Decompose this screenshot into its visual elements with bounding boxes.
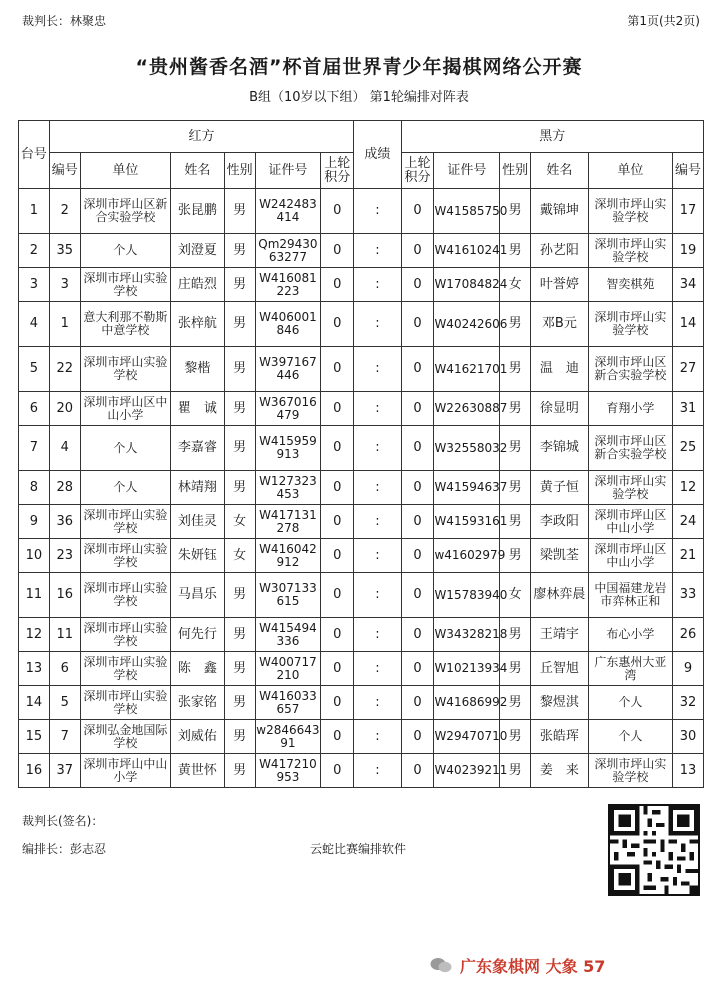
table-row	[19, 234, 704, 268]
cell-red-cert: W367016479	[255, 392, 321, 426]
cell-red-unit: 深圳市坪山区新合实验学校	[80, 189, 171, 234]
cell-black-name: 叶誉婷	[531, 268, 589, 302]
cell-red-gender: 男	[224, 189, 255, 234]
cell-red-gender: 男	[224, 471, 255, 505]
cell-black-name: 黎煜淇	[531, 686, 589, 720]
cell-red-gender: 男	[224, 392, 255, 426]
cell-black-cert: W40239211	[434, 754, 500, 788]
cell-red-unit: 深圳市坪山实验学校	[80, 505, 171, 539]
cell-black-num: 25	[673, 426, 704, 471]
cell-black-unit: 深圳市坪山区中山小学	[588, 539, 672, 573]
cell-red-gender: 男	[224, 302, 255, 347]
cell-black-name: 廖林弈晨	[531, 573, 589, 618]
cell-black-name: 温 迪	[531, 347, 589, 392]
cell-black-prev: 0	[401, 754, 434, 788]
cell-black-gender: 男	[500, 720, 531, 754]
cell-result: :	[354, 189, 401, 234]
table-row	[19, 302, 704, 347]
cell-red-name: 张家铭	[171, 686, 224, 720]
cell-black-gender: 男	[500, 234, 531, 268]
cell-black-num: 9	[673, 652, 704, 686]
cell-black-prev: 0	[401, 268, 434, 302]
cell-black-prev: 0	[401, 652, 434, 686]
cell-red-gender: 男	[224, 686, 255, 720]
cell-red-gender: 男	[224, 754, 255, 788]
cell-black-gender: 男	[500, 539, 531, 573]
cell-red-prev: 0	[321, 189, 354, 234]
pairing-rows	[19, 189, 704, 788]
col-black-gender: 性别	[500, 153, 531, 189]
cell-red-unit: 深圳市坪山实验学校	[80, 347, 171, 392]
cell-black-unit: 深圳市坪山区新合实验学校	[588, 347, 672, 392]
cell-red-unit: 深圳市坪山实验学校	[80, 618, 171, 652]
table-row	[19, 189, 704, 234]
cell-table-no: 4	[19, 302, 50, 347]
cell-black-num: 19	[673, 234, 704, 268]
cell-red-prev: 0	[321, 720, 354, 754]
col-black-unit: 单位	[588, 153, 672, 189]
table-row	[19, 686, 704, 720]
cell-table-no: 9	[19, 505, 50, 539]
col-table-no: 台号	[19, 121, 50, 189]
cell-red-prev: 0	[321, 539, 354, 573]
table-row	[19, 268, 704, 302]
cell-table-no: 12	[19, 618, 50, 652]
cell-black-name: 徐显明	[531, 392, 589, 426]
cell-table-no: 15	[19, 720, 50, 754]
col-result: 成绩	[354, 121, 401, 189]
cell-black-cert: W17084824	[434, 268, 500, 302]
cell-black-unit: 深圳市坪山区新合实验学校	[588, 426, 672, 471]
cell-red-num: 35	[49, 234, 80, 268]
cell-red-num: 3	[49, 268, 80, 302]
cell-black-name: 梁凯荃	[531, 539, 589, 573]
cell-black-num: 32	[673, 686, 704, 720]
table-row	[19, 573, 704, 618]
cell-red-prev: 0	[321, 471, 354, 505]
cell-red-cert: w284664391	[255, 720, 321, 754]
cell-black-cert: W29470710	[434, 720, 500, 754]
cell-red-prev: 0	[321, 505, 354, 539]
col-black-prev: 上轮积分	[401, 153, 434, 189]
cell-red-name: 黎楷	[171, 347, 224, 392]
cell-red-unit: 深圳市坪山实验学校	[80, 573, 171, 618]
table-row	[19, 471, 704, 505]
cell-black-gender: 男	[500, 652, 531, 686]
cell-black-gender: 男	[500, 426, 531, 471]
cell-table-no: 7	[19, 426, 50, 471]
cell-red-num: 28	[49, 471, 80, 505]
cell-red-name: 张梓航	[171, 302, 224, 347]
col-red-gender: 性别	[224, 153, 255, 189]
cell-black-prev: 0	[401, 392, 434, 426]
col-black-name: 姓名	[531, 153, 589, 189]
cell-red-cert: Qm2943063277	[255, 234, 321, 268]
cell-black-num: 26	[673, 618, 704, 652]
cell-black-cert: W41610241	[434, 234, 500, 268]
cell-red-unit: 个人	[80, 471, 171, 505]
table-row	[19, 539, 704, 573]
col-black-cert: 证件号	[434, 153, 500, 189]
col-red-name: 姓名	[171, 153, 224, 189]
cell-black-cert: w41602979	[434, 539, 500, 573]
cell-black-cert: W15783940	[434, 573, 500, 618]
cell-black-num: 27	[673, 347, 704, 392]
cell-red-name: 林靖翔	[171, 471, 224, 505]
cell-red-num: 37	[49, 754, 80, 788]
col-red-num: 编号	[49, 153, 80, 189]
cell-black-unit: 布心小学	[588, 618, 672, 652]
cell-black-unit: 育翔小学	[588, 392, 672, 426]
cell-black-name: 姜 来	[531, 754, 589, 788]
cell-black-unit: 中国福建龙岩市弈林正和	[588, 573, 672, 618]
cell-red-name: 黄世怀	[171, 754, 224, 788]
cell-black-unit: 深圳市坪山区中山小学	[588, 505, 672, 539]
cell-black-name: 李政阳	[531, 505, 589, 539]
col-black-num: 编号	[673, 153, 704, 189]
cell-black-cert: W41593161	[434, 505, 500, 539]
cell-black-unit: 深圳市坪山实验学校	[588, 302, 672, 347]
cell-black-name: 王靖宇	[531, 618, 589, 652]
cell-black-unit: 个人	[588, 720, 672, 754]
cell-black-prev: 0	[401, 426, 434, 471]
cell-red-prev: 0	[321, 686, 354, 720]
cell-result: :	[354, 268, 401, 302]
cell-red-name: 瞿 诚	[171, 392, 224, 426]
cell-red-num: 1	[49, 302, 80, 347]
cell-red-prev: 0	[321, 618, 354, 652]
cell-black-name: 孙艺阳	[531, 234, 589, 268]
cell-black-prev: 0	[401, 686, 434, 720]
cell-red-cert: W242483414	[255, 189, 321, 234]
cell-black-name: 邓B元	[531, 302, 589, 347]
cell-black-gender: 男	[500, 686, 531, 720]
cell-red-name: 刘佳灵	[171, 505, 224, 539]
cell-black-prev: 0	[401, 471, 434, 505]
cell-red-name: 刘威佑	[171, 720, 224, 754]
cell-red-cert: W416042912	[255, 539, 321, 573]
cell-red-prev: 0	[321, 347, 354, 392]
cell-black-gender: 男	[500, 505, 531, 539]
cell-black-cert: W40242606	[434, 302, 500, 347]
page-title: “贵州酱香名酒”杯首届世界青少年揭棋网络公开赛	[135, 56, 583, 78]
cell-result: :	[354, 754, 401, 788]
cell-red-cert: W127323453	[255, 471, 321, 505]
cell-red-num: 4	[49, 426, 80, 471]
cell-red-unit: 深圳市坪山实验学校	[80, 652, 171, 686]
cell-red-gender: 男	[224, 234, 255, 268]
cell-red-num: 11	[49, 618, 80, 652]
cell-black-gender: 女	[500, 268, 531, 302]
cell-red-cert: W397167446	[255, 347, 321, 392]
cell-red-name: 马昌乐	[171, 573, 224, 618]
cell-red-num: 23	[49, 539, 80, 573]
cell-black-num: 17	[673, 189, 704, 234]
cell-result: :	[354, 573, 401, 618]
cell-red-prev: 0	[321, 754, 354, 788]
table-row	[19, 652, 704, 686]
cell-red-cert: W415959913	[255, 426, 321, 471]
cell-black-prev: 0	[401, 302, 434, 347]
cell-red-prev: 0	[321, 426, 354, 471]
page-subtitle: B组（10岁以下组） 第1轮编排对阵表	[249, 90, 469, 105]
cell-black-cert: W41621701	[434, 347, 500, 392]
cell-red-name: 刘澄夏	[171, 234, 224, 268]
cell-black-gender: 女	[500, 573, 531, 618]
cell-table-no: 11	[19, 573, 50, 618]
cell-table-no: 10	[19, 539, 50, 573]
cell-red-gender: 男	[224, 652, 255, 686]
pairing-table	[18, 120, 704, 788]
cell-red-unit: 深圳市坪山实验学校	[80, 686, 171, 720]
table-row	[19, 426, 704, 471]
cell-red-num: 16	[49, 573, 80, 618]
cell-table-no: 14	[19, 686, 50, 720]
cell-red-gender: 男	[224, 720, 255, 754]
cell-black-gender: 男	[500, 471, 531, 505]
cell-red-gender: 男	[224, 573, 255, 618]
cell-red-cert: W415494336	[255, 618, 321, 652]
cell-table-no: 5	[19, 347, 50, 392]
cell-black-num: 30	[673, 720, 704, 754]
table-row	[19, 720, 704, 754]
cell-result: :	[354, 618, 401, 652]
cell-red-num: 2	[49, 189, 80, 234]
cell-red-name: 陈 鑫	[171, 652, 224, 686]
cell-black-prev: 0	[401, 618, 434, 652]
table-row	[19, 618, 704, 652]
cell-red-cert: W417210953	[255, 754, 321, 788]
cell-red-cert: W406001846	[255, 302, 321, 347]
cell-black-name: 李锦城	[531, 426, 589, 471]
cell-table-no: 13	[19, 652, 50, 686]
page-indicator: 第1页(共2页)	[627, 14, 700, 28]
cell-result: :	[354, 426, 401, 471]
cell-red-cert: W400717210	[255, 652, 321, 686]
cell-red-prev: 0	[321, 302, 354, 347]
cell-black-unit: 广东惠州大亚湾	[588, 652, 672, 686]
cell-black-gender: 男	[500, 347, 531, 392]
cell-black-unit: 深圳市坪山实验学校	[588, 189, 672, 234]
cell-black-cert: W32558032	[434, 426, 500, 471]
cell-red-unit: 深圳市坪山实验学校	[80, 268, 171, 302]
cell-black-cert: W41686992	[434, 686, 500, 720]
cell-table-no: 1	[19, 189, 50, 234]
cell-result: :	[354, 686, 401, 720]
col-red-side: 红方	[49, 121, 353, 153]
cell-table-no: 16	[19, 754, 50, 788]
cell-black-name: 张皓珲	[531, 720, 589, 754]
cell-black-unit: 智奕棋苑	[588, 268, 672, 302]
cell-black-num: 31	[673, 392, 704, 426]
watermark-text: 广东象棋网 大象 57	[460, 956, 606, 976]
cell-black-prev: 0	[401, 189, 434, 234]
cell-result: :	[354, 392, 401, 426]
cell-red-name: 张昆鹏	[171, 189, 224, 234]
signature-line: 裁判长(签名)：	[22, 814, 104, 828]
cell-red-gender: 女	[224, 505, 255, 539]
cell-red-num: 36	[49, 505, 80, 539]
cell-result: :	[354, 505, 401, 539]
cell-black-unit: 深圳市坪山实验学校	[588, 471, 672, 505]
cell-red-name: 何先行	[171, 618, 224, 652]
cell-red-name: 朱妍钰	[171, 539, 224, 573]
cell-red-unit: 深圳市坪山实验学校	[80, 539, 171, 573]
cell-black-cert: W10213934	[434, 652, 500, 686]
cell-red-prev: 0	[321, 234, 354, 268]
cell-black-num: 13	[673, 754, 704, 788]
cell-result: :	[354, 234, 401, 268]
cell-black-name: 丘智旭	[531, 652, 589, 686]
cell-black-gender: 男	[500, 302, 531, 347]
cell-red-cert: W307133615	[255, 573, 321, 618]
cell-red-gender: 男	[224, 426, 255, 471]
chief-referee-header: 裁判长：林聚忠	[22, 14, 107, 28]
cell-red-gender: 男	[224, 347, 255, 392]
cell-result: :	[354, 539, 401, 573]
cell-red-unit: 个人	[80, 426, 171, 471]
cell-black-name: 戴锦坤	[531, 189, 589, 234]
cell-table-no: 3	[19, 268, 50, 302]
cell-black-gender: 男	[500, 618, 531, 652]
cell-red-cert: W416033657	[255, 686, 321, 720]
cell-red-cert: W416081223	[255, 268, 321, 302]
cell-red-unit: 深圳市坪山区中山小学	[80, 392, 171, 426]
table-row	[19, 347, 704, 392]
cell-black-unit: 深圳市坪山实验学校	[588, 754, 672, 788]
cell-black-prev: 0	[401, 573, 434, 618]
cell-black-prev: 0	[401, 234, 434, 268]
cell-result: :	[354, 720, 401, 754]
cell-red-unit: 意大利那不勒斯中意学校	[80, 302, 171, 347]
qr-code	[608, 804, 700, 896]
cell-black-num: 34	[673, 268, 704, 302]
cell-red-gender: 男	[224, 268, 255, 302]
table-row	[19, 505, 704, 539]
cell-result: :	[354, 652, 401, 686]
cell-black-cert: W22630887	[434, 392, 500, 426]
cell-black-num: 24	[673, 505, 704, 539]
cell-red-prev: 0	[321, 573, 354, 618]
cell-result: :	[354, 302, 401, 347]
cell-black-num: 12	[673, 471, 704, 505]
cell-black-num: 14	[673, 302, 704, 347]
cell-black-name: 黄子恒	[531, 471, 589, 505]
cell-black-unit: 深圳市坪山实验学校	[588, 234, 672, 268]
wechat-icon	[430, 956, 452, 974]
cell-result: :	[354, 347, 401, 392]
cell-table-no: 2	[19, 234, 50, 268]
cell-black-num: 21	[673, 539, 704, 573]
cell-red-name: 庄皓烈	[171, 268, 224, 302]
cell-red-num: 22	[49, 347, 80, 392]
cell-black-prev: 0	[401, 505, 434, 539]
cell-result: :	[354, 471, 401, 505]
cell-black-gender: 男	[500, 189, 531, 234]
col-black-side: 黑方	[401, 121, 703, 153]
cell-black-gender: 男	[500, 754, 531, 788]
cell-red-prev: 0	[321, 392, 354, 426]
cell-red-unit: 深圳市坪山中山小学	[80, 754, 171, 788]
cell-black-gender: 男	[500, 392, 531, 426]
cell-black-cert: W41585750	[434, 189, 500, 234]
cell-black-prev: 0	[401, 539, 434, 573]
cell-red-gender: 女	[224, 539, 255, 573]
table-row	[19, 754, 704, 788]
cell-black-prev: 0	[401, 720, 434, 754]
cell-black-prev: 0	[401, 347, 434, 392]
cell-red-num: 20	[49, 392, 80, 426]
cell-black-unit: 个人	[588, 686, 672, 720]
cell-red-unit: 个人	[80, 234, 171, 268]
cell-red-prev: 0	[321, 268, 354, 302]
cell-red-num: 7	[49, 720, 80, 754]
col-red-cert: 证件号	[255, 153, 321, 189]
cell-red-cert: W417131278	[255, 505, 321, 539]
cell-black-num: 33	[673, 573, 704, 618]
software-credit: 云蛇比赛编排软件	[310, 842, 407, 856]
cell-table-no: 6	[19, 392, 50, 426]
col-red-unit: 单位	[80, 153, 171, 189]
cell-red-gender: 男	[224, 618, 255, 652]
col-red-prev: 上轮积分	[321, 153, 354, 189]
watermark	[430, 950, 680, 980]
cell-table-no: 8	[19, 471, 50, 505]
cell-red-prev: 0	[321, 652, 354, 686]
cell-black-cert: W41594637	[434, 471, 500, 505]
arranger-line: 编排长：彭志忍	[22, 842, 107, 856]
cell-red-num: 6	[49, 652, 80, 686]
cell-red-num: 5	[49, 686, 80, 720]
cell-red-name: 李嘉睿	[171, 426, 224, 471]
cell-red-unit: 深圳弘金地国际学校	[80, 720, 171, 754]
cell-black-cert: W34328218	[434, 618, 500, 652]
table-row	[19, 392, 704, 426]
